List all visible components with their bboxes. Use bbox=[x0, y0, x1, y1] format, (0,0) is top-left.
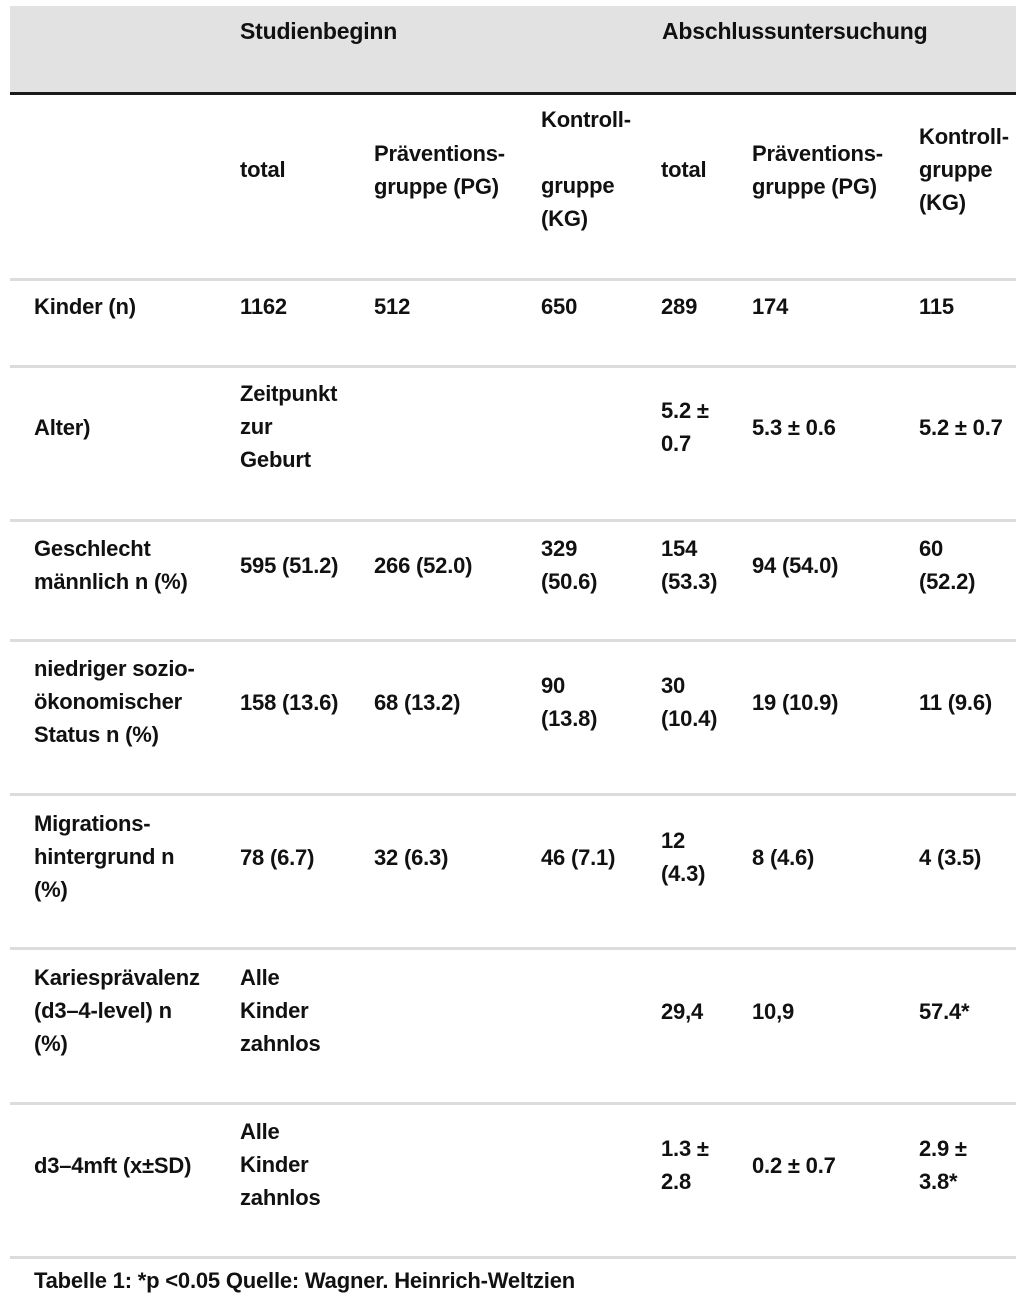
table-cell: 32 (6.3) bbox=[374, 845, 449, 870]
table-cell: 329 (50.6) bbox=[541, 536, 598, 594]
table-cell: 29,4 bbox=[661, 999, 704, 1024]
table-cell: 90 (13.8) bbox=[541, 673, 598, 731]
row-label-status: niedriger sozio- ökonomischer Status n (%) bbox=[34, 656, 195, 747]
table-cell: 115 bbox=[919, 294, 954, 319]
subheader-kg-end: Kontroll- gruppe (KG) bbox=[919, 124, 1009, 215]
table-cell: 30 (10.4) bbox=[661, 673, 718, 731]
table-cell: 57.4* bbox=[919, 999, 970, 1024]
group-header-studienbeginn: Studienbeginn bbox=[240, 18, 398, 44]
table-cell: 5.2 ± 0.7 bbox=[661, 398, 709, 456]
table-cell: 8 (4.6) bbox=[752, 845, 815, 870]
table-cell: 19 (10.9) bbox=[752, 690, 839, 715]
table-cell: 512 bbox=[374, 294, 411, 319]
table-cell: 1162 bbox=[240, 294, 287, 319]
table-cell: 11 (9.6) bbox=[919, 690, 993, 715]
subheader-kg-start: Kontroll- gruppe (KG) bbox=[541, 107, 631, 231]
row-divider bbox=[10, 519, 1016, 522]
row-label-kinder: Kinder (n) bbox=[34, 294, 136, 319]
group-header-abschluss: Abschlussuntersuchung bbox=[662, 18, 928, 44]
row-label-karies: Kariesprävalenz (d3–4-level) n (%) bbox=[34, 965, 200, 1056]
table-caption: Tabelle 1: *p <0.05 Quelle: Wagner. Heinrich-Weltzien bbox=[34, 1268, 575, 1293]
table-cell: 5.3 ± 0.6 bbox=[752, 415, 836, 440]
table-cell: 46 (7.1) bbox=[541, 845, 616, 870]
table-cell: 266 (52.0) bbox=[374, 553, 473, 578]
table-cell: Zeitpunkt zur Geburt bbox=[240, 381, 338, 472]
table-cell: 2.9 ± 3.8* bbox=[919, 1136, 967, 1194]
header-divider bbox=[10, 92, 1016, 95]
table-cell: 650 bbox=[541, 294, 578, 319]
row-divider bbox=[10, 639, 1016, 642]
table-cell: Alle Kinder zahnlos bbox=[240, 965, 321, 1056]
table-cell: 68 (13.2) bbox=[374, 690, 461, 715]
table-cell: 94 (54.0) bbox=[752, 553, 839, 578]
row-divider bbox=[10, 947, 1016, 950]
row-label-alter: Alter) bbox=[34, 415, 91, 440]
row-divider bbox=[10, 1256, 1016, 1259]
table-cell: 1.3 ± 2.8 bbox=[661, 1136, 709, 1194]
table-cell: 78 (6.7) bbox=[240, 845, 315, 870]
row-divider bbox=[10, 278, 1016, 281]
row-label-d34mft: d3–4mft (x±SD) bbox=[34, 1153, 192, 1178]
row-divider bbox=[10, 793, 1016, 796]
table-cell: 174 bbox=[752, 294, 789, 319]
row-divider bbox=[10, 1102, 1016, 1105]
table-cell: Alle Kinder zahnlos bbox=[240, 1119, 321, 1210]
table-cell: 10,9 bbox=[752, 999, 795, 1024]
subheader-pg-end: Präventions- gruppe (PG) bbox=[752, 141, 883, 199]
row-label-geschlecht: Geschlecht männlich n (%) bbox=[34, 536, 188, 594]
table-cell: 158 (13.6) bbox=[240, 690, 339, 715]
table-cell: 5.2 ± 0.7 bbox=[919, 415, 1003, 440]
table-cell: 12 (4.3) bbox=[661, 828, 706, 886]
table-cell: 60 (52.2) bbox=[919, 536, 976, 594]
table-cell: 154 (53.3) bbox=[661, 536, 718, 594]
table-cell: 289 bbox=[661, 294, 698, 319]
table-cell: 4 (3.5) bbox=[919, 845, 982, 870]
subheader-total-end: total bbox=[661, 157, 707, 182]
subheader-total-start: total bbox=[240, 157, 286, 182]
subheader-pg-start: Präventions- gruppe (PG) bbox=[374, 141, 505, 199]
table-cell: 595 (51.2) bbox=[240, 553, 339, 578]
table-cell: 0.2 ± 0.7 bbox=[752, 1153, 836, 1178]
row-label-migration: Migrations- hintergrund n (%) bbox=[34, 811, 175, 902]
row-divider bbox=[10, 365, 1016, 368]
